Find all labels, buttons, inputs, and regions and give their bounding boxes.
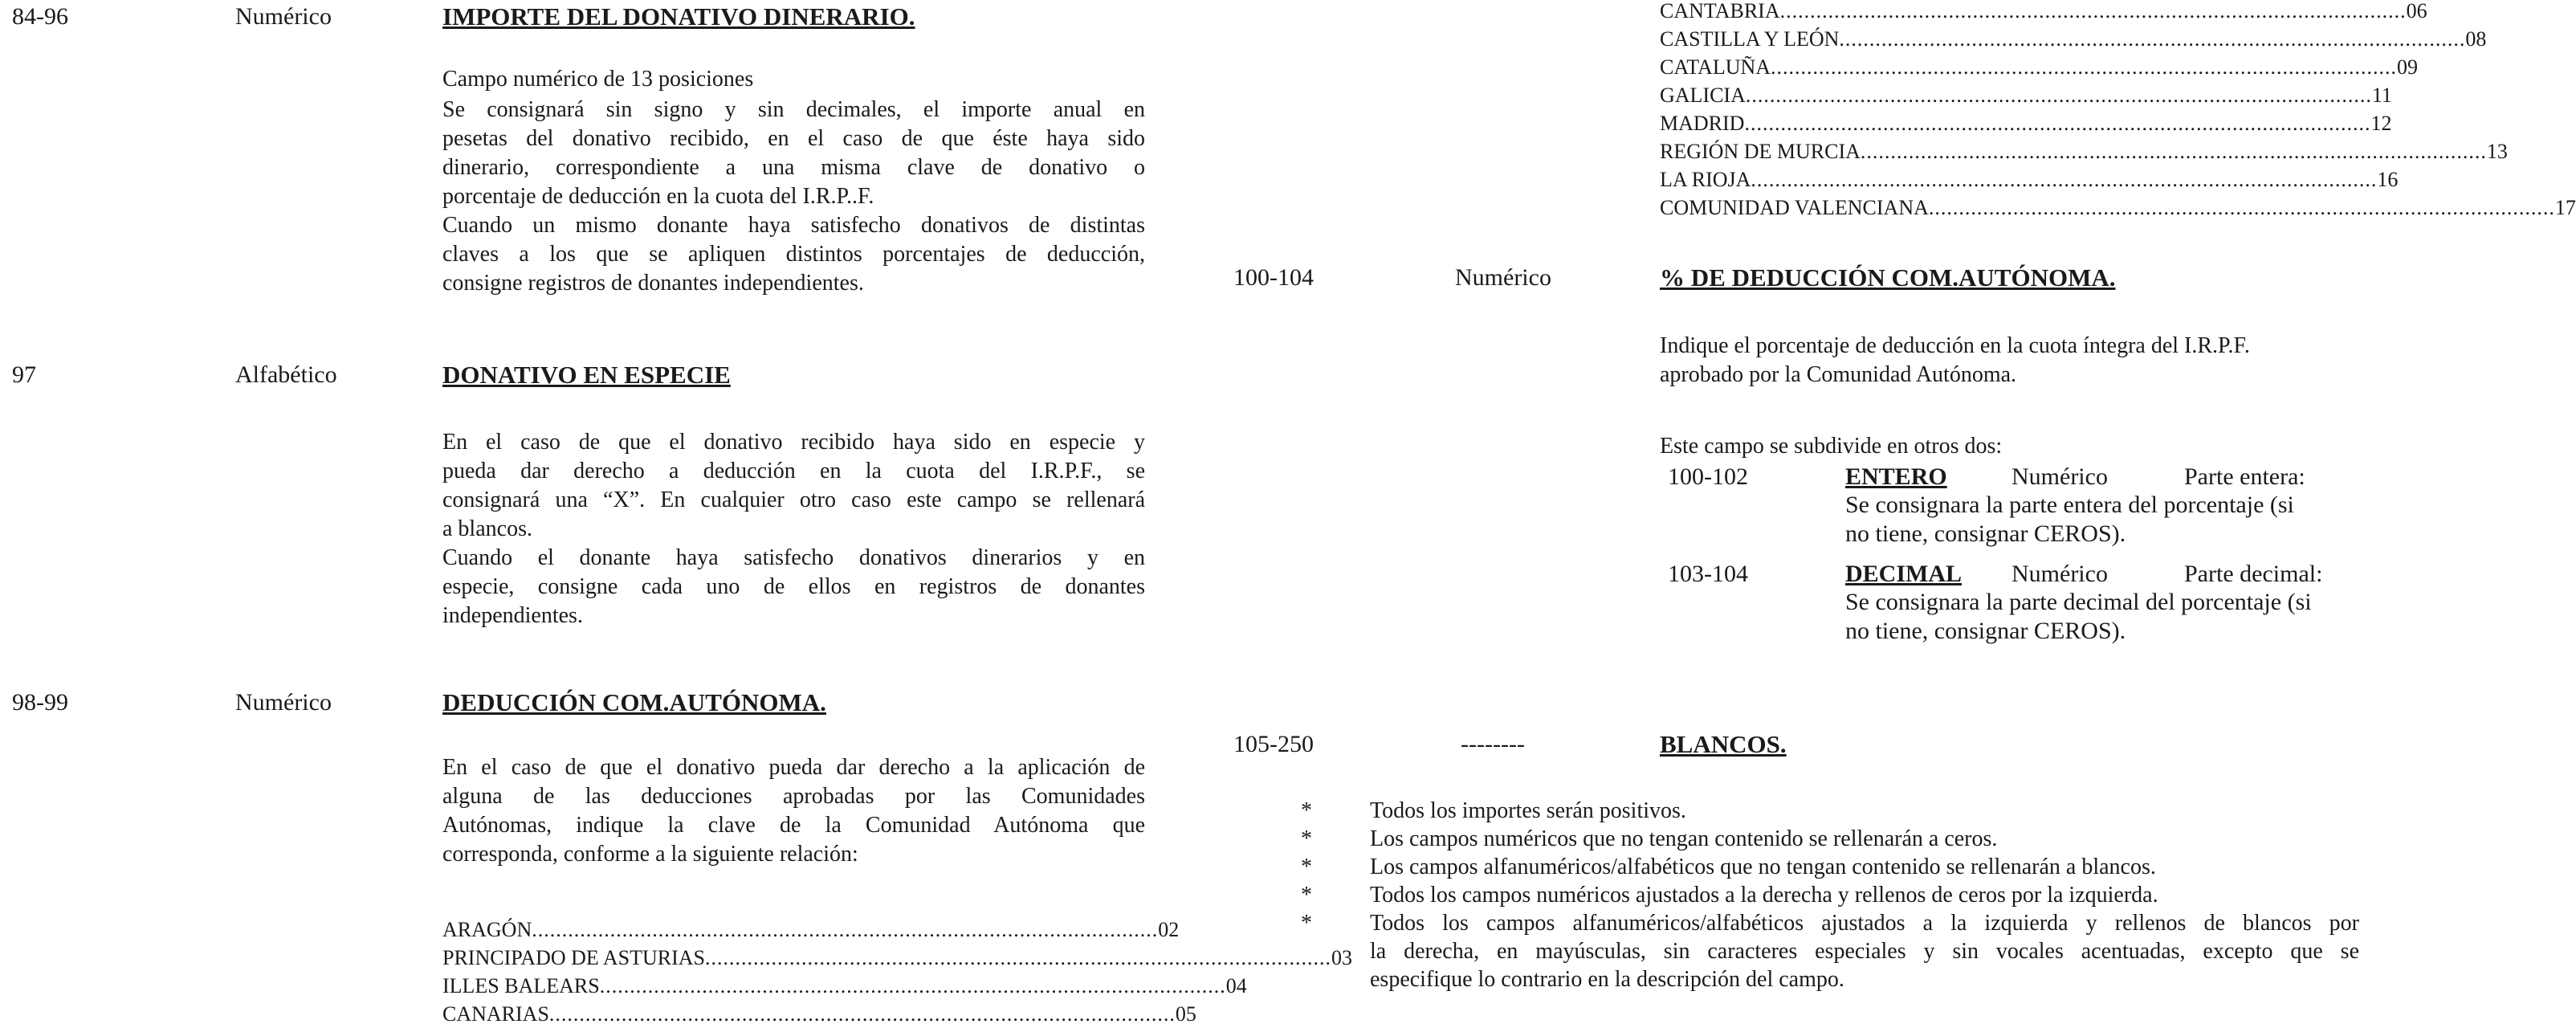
community-list [1660,0,2576,222]
dot-leader: ........................................................................................................ [532,918,1159,941]
field-description: Campo numérico de 13 posiciones [442,67,754,92]
community-code: 04 [1225,974,1247,997]
dot-leader: ........................................................................................................ [1860,140,2487,163]
subfield-description: Se consignara la parte decimal del porcentaje (si [1845,589,2312,615]
community-name: PRINCIPADO DE ASTURIAS [442,946,705,969]
list-item [1660,137,2508,165]
paragraph-line: Cuando el donante haya satisfecho donativos dinerarios y en [442,545,1145,570]
paragraph-line: claves a los que se apliquen distintos porcentajes de deducción, [442,242,1145,267]
paragraph-line: Autónomas, indique la clave de la Comunidad Autónoma que [442,813,1145,838]
field-type: -------- [1461,731,1525,757]
subfield-part: Parte entera: [2184,463,2305,490]
community-code: 16 [2377,168,2399,191]
field-type: Numérico [235,3,332,30]
dot-leader: ........................................................................................................ [1751,168,2378,191]
community-list [442,916,1352,1028]
field-paragraph [1660,332,2358,390]
paragraph-line: independientes. [442,603,583,628]
community-code: 05 [1175,1002,1196,1026]
list-item [1301,909,2359,993]
field-title: % DE DEDUCCIÓN COM.AUTÓNOMA. [1660,263,2116,292]
field-type: Numérico [1455,264,1551,291]
list-item [1660,53,2419,81]
community-name: MADRID [1660,112,1745,135]
field-paragraph [442,428,1145,630]
bullet-text: la derecha, en mayúsculas, sin caracteres especiales y sin vocales acentuadas, excepto que se [1370,939,2359,964]
field-paragraph [442,753,1145,869]
field-title: DONATIVO EN ESPECIE [442,361,731,389]
list-item [442,916,1180,944]
paragraph-line: consignará una “X”. En cualquier otro caso este campo se rellenará [442,487,1145,512]
field-range: 100-104 [1233,264,1314,291]
community-code: 12 [2370,112,2392,135]
bullet-star: * [1301,798,1312,823]
rules-list [1301,797,2359,993]
community-code: 17 [2554,196,2576,219]
dot-leader: ........................................................................................................ [1745,84,2372,107]
community-name: COMUNIDAD VALENCIANA [1660,196,1929,219]
list-item [1660,25,2487,53]
bullet-text: Los campos alfanuméricos/alfabéticos que no tengan contenido se rellenarán a blancos. [1370,855,2156,879]
field-range: 84-96 [12,3,68,30]
subfield-title: ENTERO [1845,463,1947,490]
field-type: Numérico [235,689,332,716]
subfield-range: 103-104 [1668,561,1748,587]
community-name: CANARIAS [442,1002,549,1026]
list-item [1660,0,2427,25]
list-item [1660,109,2392,137]
paragraph-line: a blancos. [442,516,532,541]
list-item [1301,797,2359,825]
paragraph-line: pueda dar derecho a deducción en la cuota del I.R.P.F., se [442,459,1145,483]
field-paragraph [442,96,1145,298]
subfield-type: Numérico [2011,463,2108,490]
subdivide-note: Este campo se subdivide en otros dos: [1660,434,2003,459]
bullet-star: * [1301,826,1312,851]
list-item [1301,825,2359,853]
paragraph-line: corresponda, conforme a la siguiente relación: [442,842,858,867]
list-item [1660,81,2392,109]
paragraph-line: especie, consigne cada uno de ellos en registros de donantes [442,574,1145,599]
subfield-description: Se consignara la parte entera del porcentaje (si [1845,492,2294,518]
subfield-part: Parte decimal: [2184,561,2323,587]
paragraph-line: En el caso de que el donativo pueda dar derecho a la aplicación de [442,755,1145,780]
dot-leader: ........................................................................................................ [548,1002,1176,1026]
community-name: GALICIA [1660,84,1746,107]
community-name: ILLES BALEARS [442,974,600,997]
field-range: 105-250 [1233,731,1314,757]
paragraph-line: Se consignará sin signo y sin decimales, el importe anual en [442,97,1145,122]
paragraph-line: consigne registros de donantes independientes. [442,271,864,296]
paragraph-line: En el caso de que el donativo recibido haya sido en especie y [442,430,1145,455]
paragraph-line: porcentaje de deducción en la cuota del I.R.P..F. [442,184,874,209]
bullet-text: Todos los importes serán positivos. [1370,798,1686,823]
list-item [1301,853,2359,881]
dot-leader: ........................................................................................................ [1771,55,2398,79]
community-code: 13 [2486,140,2508,163]
dot-leader: ........................................................................................................ [1744,112,2371,135]
dot-leader: ........................................................................................................ [1928,196,2555,219]
list-item [1660,165,2399,194]
field-title: DEDUCCIÓN COM.AUTÓNOMA. [442,688,826,716]
community-name: LA RIOJA [1660,168,1751,191]
community-name: CASTILLA Y LEÓN [1660,27,1840,51]
field-range: 98-99 [12,689,68,716]
dot-leader: ........................................................................................................ [705,946,1331,969]
bullet-text: Los campos numéricos que no tengan contenido se rellenarán a ceros. [1370,826,1998,851]
community-code: 02 [1158,918,1180,941]
field-title: IMPORTE DEL DONATIVO DINERARIO. [442,2,915,31]
subfield-description: no tiene, consignar CEROS). [1845,520,2126,547]
community-code: 09 [2397,55,2419,79]
bullet-star: * [1301,911,1312,936]
dot-leader: ........................................................................................................ [599,974,1226,997]
community-name: REGIÓN DE MURCIA [1660,140,1861,163]
bullet-text: Todos los campos alfanuméricos/alfabéticos ajustados a la izquierda y rellenos de blancos por [1370,911,2359,936]
bullet-star: * [1301,883,1312,908]
paragraph-line: dinerario, correspondiente a una misma clave de donativo o [442,155,1145,180]
list-item [1660,194,2576,222]
community-code: 08 [2465,27,2487,51]
paragraph-line: Cuando un mismo donante haya satisfecho donativos de distintas [442,213,1145,238]
field-type: Alfabético [235,361,337,388]
community-name: CATALUÑA [1660,55,1771,79]
list-item [442,944,1352,972]
list-item [1301,881,2359,909]
subfield-range: 100-102 [1668,463,1748,490]
bullet-text: Todos los campos numéricos ajustados a la derecha y rellenos de ceros por la izquierda. [1370,883,2158,908]
paragraph-line: Indique el porcentaje de deducción en la cuota íntegra del I.R.P.F. [1660,333,2250,358]
subfield-type: Numérico [2011,561,2108,587]
subfield-description: no tiene, consignar CEROS). [1845,618,2126,644]
community-code: 03 [1331,946,1352,969]
subfield-title: DECIMAL [1845,561,1963,587]
dot-leader: ........................................................................................................ [1839,27,2466,51]
community-name: ARAGÓN [442,918,532,941]
community-name: CANTABRIA [1660,0,1780,22]
list-item [442,1000,1196,1028]
bullet-text: especifique lo contrario en la descripción del campo. [1370,967,1844,992]
paragraph-line: alguna de las deducciones aprobadas por las Comunidades [442,784,1145,809]
community-code: 06 [2406,0,2427,22]
field-range: 97 [12,361,36,388]
list-item [442,972,1247,1000]
community-code: 11 [2371,84,2392,107]
paragraph-line: aprobado por la Comunidad Autónoma. [1660,362,2017,387]
field-title: BLANCOS. [1660,730,1787,758]
dot-leader: ........................................................................................................ [1779,0,2407,22]
bullet-star: * [1301,855,1312,879]
paragraph-line: pesetas del donativo recibido, en el caso de que éste haya sido [442,126,1145,151]
